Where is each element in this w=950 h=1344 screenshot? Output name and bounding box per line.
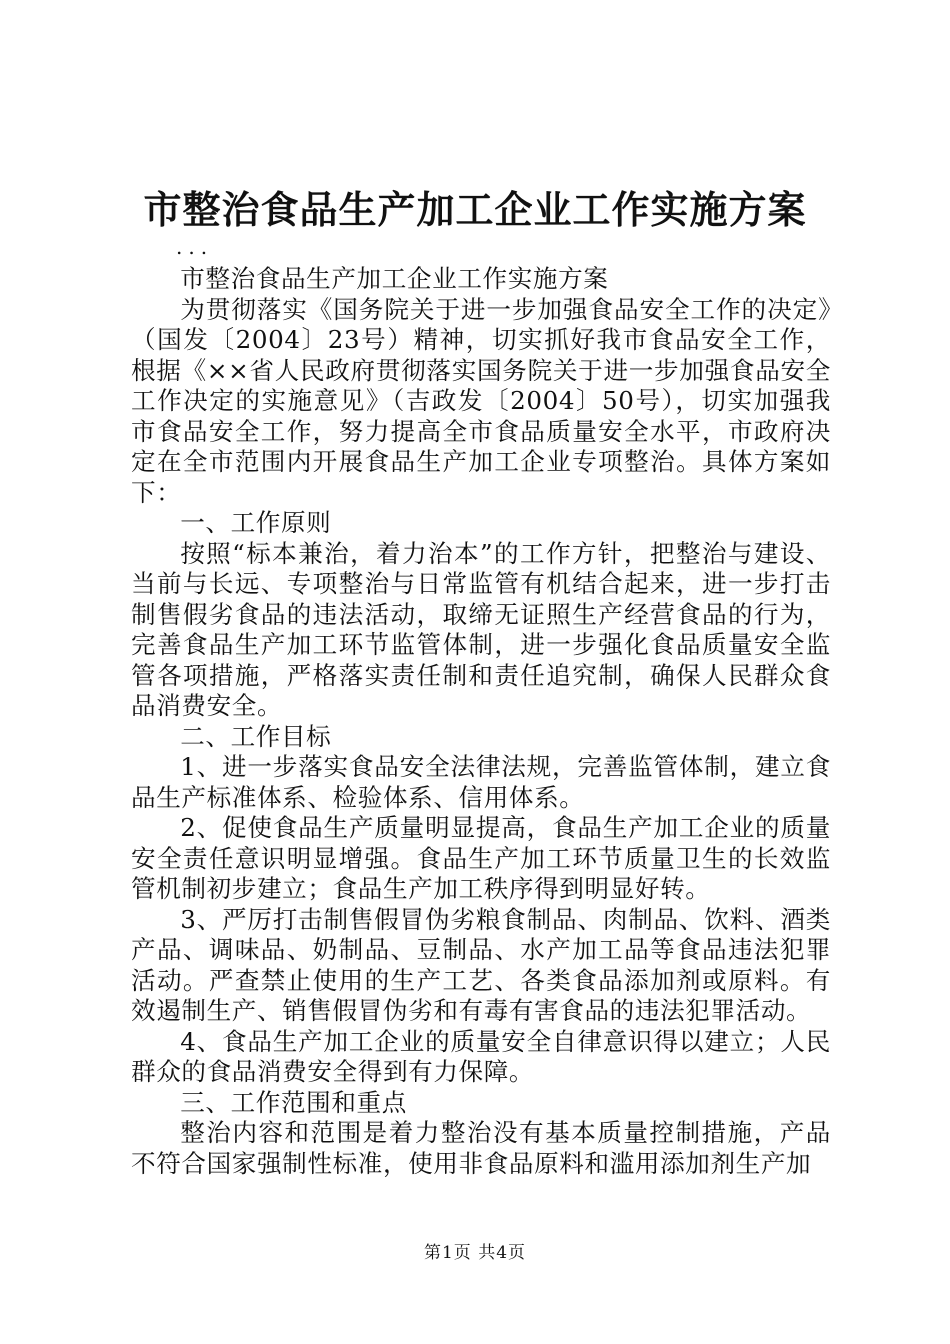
paragraph-goal-4: 4、食品生产加工企业的质量安全自律意识得以建立；人民群众的食品消费安全得到有力保障。 (131, 1026, 831, 1086)
section-heading-scope: 三、工作范围和重点 (180, 1087, 407, 1117)
paragraph-goal-2: 2、促使食品生产质量明显提高，食品生产加工企业的质量安全责任意识明显增强。食品生产加工环节质量卫生的长效监管机制初步建立；食品生产加工秩序得到明显好转。 (131, 813, 831, 903)
paragraph-heading: 市整治食品生产加工企业工作实施方案 (180, 264, 609, 293)
paragraph-principles: 按照“标本兼治，着力治本”的工作方针，把整治与建设、当前与长远、专项整治与日常监管有机结合起来，进一步打击制售假劣食品的违法活动，取缔无证照生产经营食品的行为，完善食品生产加工环节监管体制，进一步强化食品质量安全监管各项措施，严格落实责任制和责任追究制，确保人民群众食品消费安全。 (131, 538, 831, 720)
paragraph-scope: 整治内容和范围是着力整治没有基本质量控制措施，产品不符合国家强制性标准，使用非食品原料和滥用添加剂生产加 (131, 1118, 831, 1178)
section-heading-principles: 一、工作原则 (180, 508, 332, 537)
section-heading-goals: 二、工作目标 (180, 721, 332, 751)
document-title: 市整治食品生产加工企业工作实施方案 (143, 187, 807, 232)
paragraph-goal-3: 3、严厉打击制售假冒伪劣粮食制品、肉制品、饮料、酒类产品、调味品、奶制品、豆制品、水产加工品等食品违法犯罪活动。严查禁止使用的生产工艺、各类食品添加剂或原料。有效遏制生产、销售假冒伪劣和有毒有害食品的违法犯罪活动。 (131, 904, 831, 1025)
ellipsis-mark: ... (176, 235, 214, 259)
paragraph-goal-1: 1、进一步落实食品安全法律法规，完善监管体制，建立食品生产标准体系、检验体系、信用体系。 (131, 752, 831, 812)
document-body (131, 264, 831, 1179)
page-footer: 第1页 共4页 (423, 1243, 527, 1263)
paragraph-intro: 为贯彻落实《国务院关于进一步加强食品安全工作的决定》（国发〔2004〕23号）精神，切实抓好我市食品安全工作，根据《××省人民政府贯彻落实国务院关于进一步加强食品安全工作决定的实施意见》（吉政发〔2004〕50号），切实加强我市食品安全工作，努力提高全市食品质量安全水平，市政府决定在全市范围内开展食品生产加工企业专项整治。具体方案如下： (131, 294, 831, 507)
